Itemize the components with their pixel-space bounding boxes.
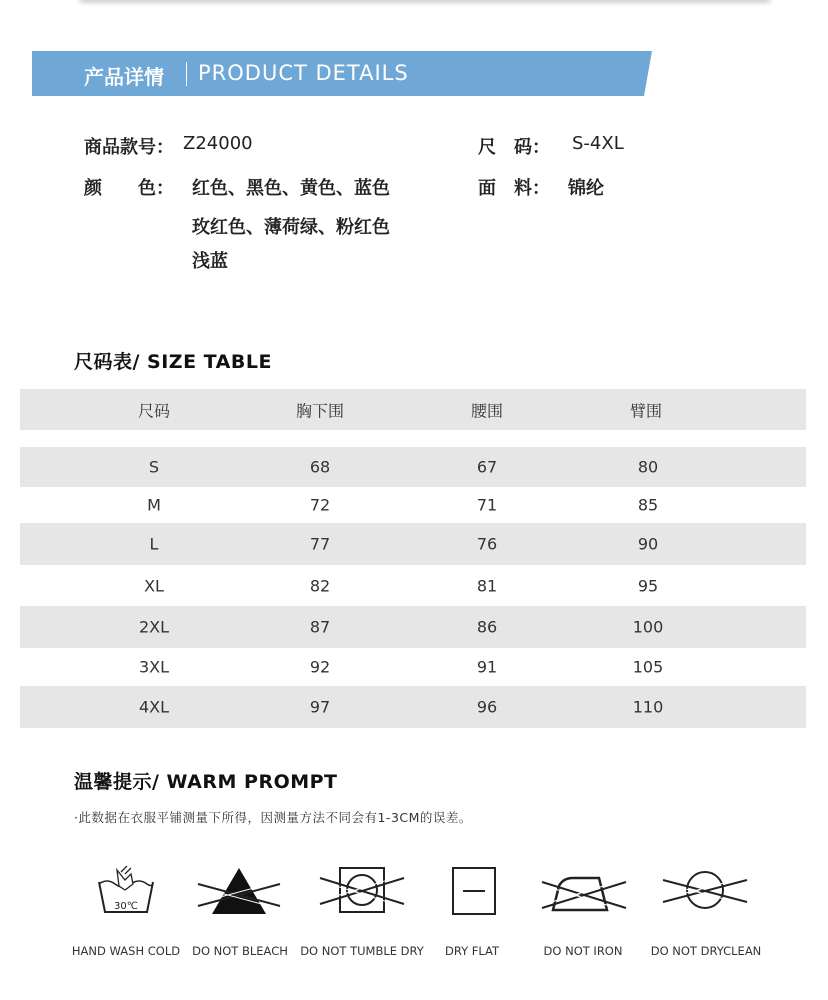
cell-waist: 76 (476, 534, 498, 554)
no-dryclean-icon (660, 862, 750, 918)
banner-separator (186, 62, 187, 86)
table-row (20, 648, 806, 686)
table-row (20, 487, 806, 523)
cell-size: 2XL (138, 617, 170, 637)
banner-title-cn: 产品详情 (84, 65, 164, 89)
size-table-header (20, 389, 806, 430)
color-line-2: 玫红色、薄荷绿、粉红色 (192, 217, 390, 238)
size-value: S-4XL (572, 133, 624, 154)
cell-size: XL (144, 576, 164, 595)
dry-flat-icon (450, 862, 498, 918)
care-label-no-dryclean: DO NOT DRYCLEAN (650, 944, 762, 958)
cell-size: 3XL (138, 657, 170, 677)
cell-arm: 100 (632, 617, 664, 637)
banner-title-en: PRODUCT DETAILS (198, 61, 409, 85)
no-iron-icon (539, 862, 629, 918)
fabric-label: 面 料： (478, 178, 550, 199)
cell-waist: 67 (476, 457, 498, 477)
table-row (20, 565, 806, 606)
warm-prompt-title: 温馨提示/ WARM PROMPT (74, 771, 338, 793)
cell-waist: 96 (476, 697, 498, 717)
cell-underbust: 82 (309, 576, 331, 595)
cell-waist: 91 (476, 657, 498, 677)
size-label: 尺 码： (478, 137, 550, 158)
cell-underbust: 72 (309, 495, 331, 515)
color-line-1: 红色、黑色、黄色、蓝色 (192, 178, 390, 199)
care-label-hand-wash: HAND WASH COLD (71, 944, 181, 958)
measurement-note: ·此数据在衣服平铺测量下所得，因测量方法不同会有1-3CM的误差。 (74, 810, 472, 825)
color-label: 颜 色： (84, 178, 174, 199)
care-label-dry-flat: DRY FLAT (444, 944, 500, 958)
hand-wash-icon (95, 862, 157, 918)
cell-arm: 90 (637, 534, 659, 554)
cell-waist: 86 (476, 617, 498, 637)
no-tumble-dry-icon (318, 862, 406, 918)
table-row (20, 606, 806, 648)
cell-arm: 105 (632, 657, 664, 677)
cell-arm: 85 (637, 495, 659, 515)
size-table-title: 尺码表/ SIZE TABLE (74, 351, 272, 373)
cell-underbust: 87 (309, 617, 331, 637)
cell-waist: 71 (476, 495, 498, 515)
item-no-value: Z24000 (183, 133, 253, 154)
item-no-label: 商品款号： (84, 137, 174, 158)
care-label-no-bleach: DO NOT BLEACH (192, 944, 288, 958)
table-row (20, 523, 806, 565)
cell-arm: 95 (637, 576, 659, 595)
table-row (20, 686, 806, 728)
header-waist: 腰围 (470, 401, 504, 420)
cell-underbust: 68 (309, 457, 331, 477)
care-label-no-iron: DO NOT IRON (543, 944, 623, 958)
header-size: 尺码 (137, 401, 171, 420)
cell-size: 4XL (138, 697, 170, 717)
fabric-value: 锦纶 (568, 178, 604, 199)
cell-underbust: 97 (309, 697, 331, 717)
cell-underbust: 92 (309, 657, 331, 677)
color-line-3: 浅蓝 (192, 251, 228, 272)
table-row (20, 447, 806, 487)
cell-arm: 80 (637, 457, 659, 477)
cell-size: M (147, 495, 161, 515)
hand-wash-temp: 30℃ (114, 901, 138, 912)
cell-waist: 81 (476, 576, 498, 595)
cell-arm: 110 (632, 697, 664, 717)
no-bleach-icon (194, 862, 284, 918)
cell-size: L (149, 534, 159, 554)
care-label-no-tumble-dry: DO NOT TUMBLE DRY (300, 944, 424, 958)
cell-underbust: 77 (309, 534, 331, 554)
cell-size: S (148, 457, 160, 477)
header-underbust: 胸下围 (295, 401, 345, 420)
header-arm: 臂围 (629, 401, 663, 420)
